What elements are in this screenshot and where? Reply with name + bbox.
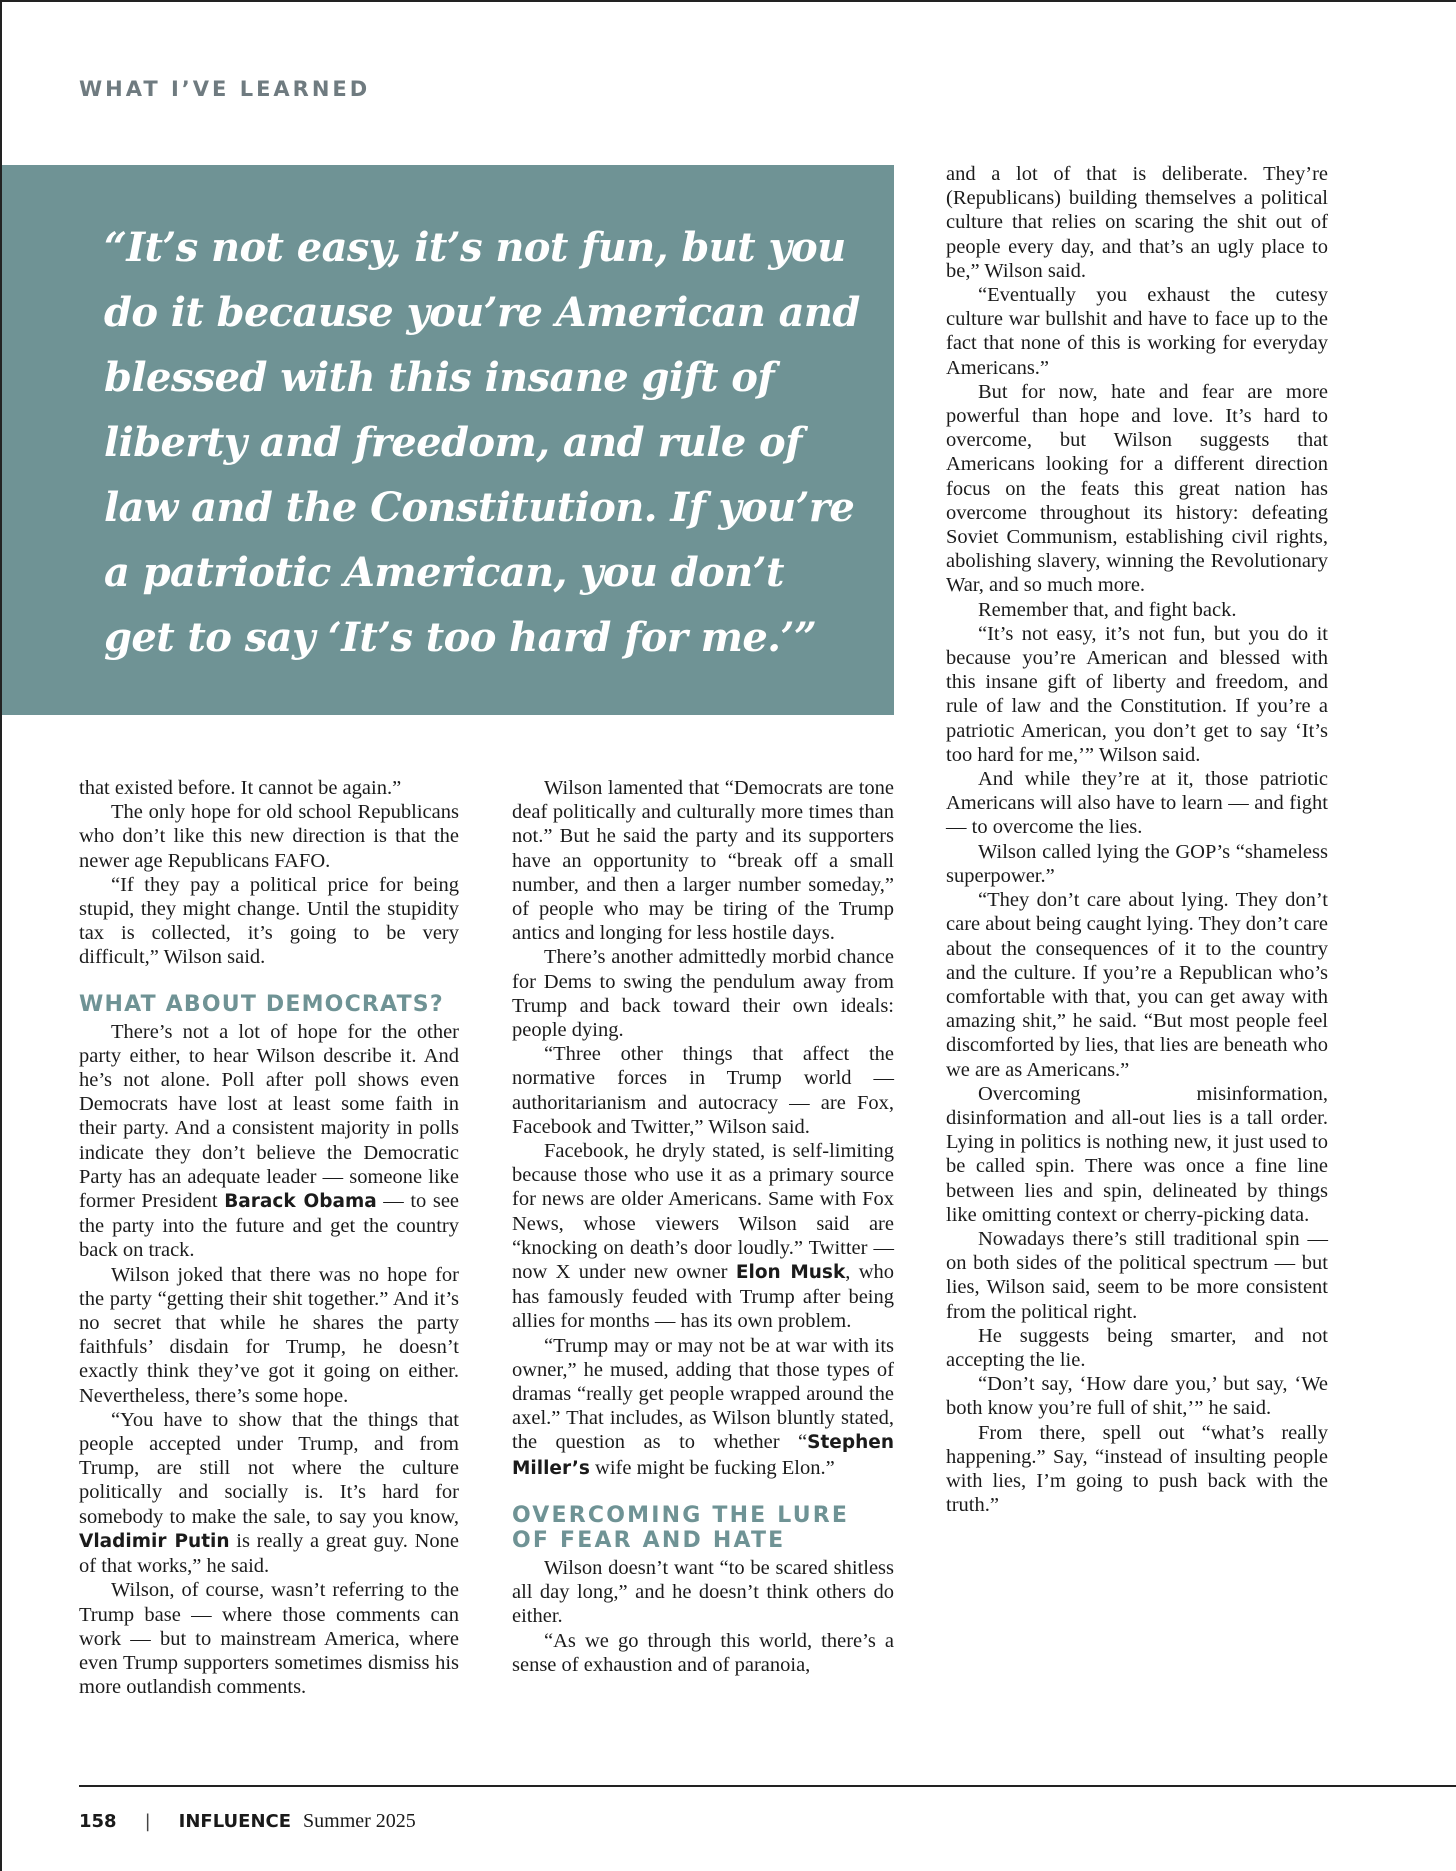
paragraph: Wilson, of course, wasn’t referring to the Trump base — where those comments can work — but to mainstream America, where even Trump supporters sometimes dismiss his more outlandish comments. (79, 1579, 459, 1699)
person-name: Barack Obama (224, 1191, 377, 1213)
page-footer (79, 1810, 416, 1833)
magazine-name: INFLUENCE (178, 1811, 292, 1832)
page-number: 158 (79, 1811, 117, 1832)
paragraph: “As we go through this world, there’s a sense of exhaustion and of paranoia, (512, 1629, 894, 1676)
paragraph: From there, spell out “what’s really happening.” Say, “instead of insulting people with lies, I’m going to push back with the truth.” (946, 1421, 1328, 1517)
paragraph: He suggests being smarter, and not accepting the lie. (946, 1324, 1328, 1371)
paragraph: “Three other things that affect the normative forces in Trump world — authoritarianism and autocracy — are Fox, Facebook and Twitter,” Wilson said. (512, 1043, 894, 1138)
paragraph: Nowadays there’s still traditional spin — on both sides of the political spectrum — but lies, Wilson said, seem to be more consistent from the political right. (946, 1227, 1328, 1323)
paragraph: Overcoming misinformation, disinformation and all-out lies is a tall order. Lying in politics is nothing new, it just used to be called spin. There was once a fine line between lies and spin, delineated by things like omitting context or cherry-picking data. (946, 1082, 1328, 1226)
paragraph: “They don’t care about lying. They don’t care about being caught lying. They don’t care about the consequences of it to the country and the culture. If you’re a Republican who’s comfortable with that, you can get away with amazing shit,” he said. “But most people feel discomforted by lies, that lies are beneath who we are as Americans.” (946, 889, 1328, 1081)
footer-rule (79, 1785, 1456, 1787)
column-3 (946, 162, 1328, 1517)
pullquote-box (2, 165, 894, 715)
paragraph: “Don’t say, ‘How dare you,’ but say, ‘We both know you’re full of shit,’” he said. (946, 1373, 1328, 1420)
paragraph: But for now, hate and fear are more powerful than hope and love. It’s hard to overcome, but Wilson suggests that Americans looking for a different direction focus on the feats this great nation has overcome throughout its history: defeating Soviet Communism, establishing civil rights, abolishing slavery, winning the Revolutionary War, and so much more. (946, 380, 1328, 597)
paragraph: There’s another admittedly morbid chance for Dems to swing the pendulum away from Trump and back toward their own ideals: people dying. (512, 946, 894, 1042)
paragraph: “If they pay a political price for being stupid, they might change. Until the stupidity tax is collected, it’s going to be very difficult,” Wilson said. (79, 873, 459, 969)
paragraph: that existed before. It cannot be again.” (79, 777, 402, 799)
subheading-fear-and-hate: OVERCOMING THE LURE OF FEAR AND HATE (512, 1502, 850, 1553)
paragraph: Wilson called lying the GOP’s “shameless superpower.” (946, 840, 1328, 887)
paragraph: and a lot of that is deliberate. They’re (Republicans) building themselves a political culture that relies on scaring the shit out of people every day, and that’s an ugly place to be,” Wilson said. (946, 163, 1328, 282)
paragraph: Wilson joked that there was no hope for the party “getting their shit together.” And it’s no secret that while he shares the party faithfuls’ disdain for Trump, he doesn’t exactly think they’ve got it going on either. Nevertheless, there’s some hope. (79, 1263, 459, 1407)
issue-date: Summer 2025 (303, 1810, 416, 1832)
paragraph: “Eventually you exhaust the cutesy culture war bullshit and have to face up to the fact that none of this is working for everyday Americans.” (946, 284, 1328, 379)
paragraph: And while they’re at it, those patriotic Americans will also have to learn — and fight — to overcome the lies. (946, 768, 1328, 839)
column-2 (512, 776, 894, 1677)
paragraph: “You have to show that the things that people accepted under Trump, and from Trump, are still not where the culture politically and socially is. It’s hard for somebody to make the sale, to say you know, Vladimir Putin is really a great guy. None of that works,” he said. (79, 1408, 460, 1578)
paragraph: Wilson doesn’t want “to be scared shitless all day long,” and he doesn’t think others do either. (512, 1556, 894, 1628)
top-rule (0, 0, 1456, 2)
footer-separator: | (144, 1811, 151, 1832)
paragraph: Wilson lamented that “Democrats are tone deaf politically and culturally more times than not.” But he said the party and its supporters have an opportunity to “break off a small number, and then a larger number someday,” of people who may be tiring of the Trump antics and longing for less hostile days. (512, 777, 894, 945)
subheading-democrats: WHAT ABOUT DEMOCRATS? (79, 991, 444, 1017)
paragraph: “It’s not easy, it’s not fun, but you do it because you’re American and blessed with this insane gift of liberty and freedom, and rule of law and the Constitution. If you’re a patriotic American, you don’t get to say ‘It’s too hard for me,’” Wilson said. (946, 622, 1328, 766)
paragraph: Facebook, he dryly stated, is self-limiting because those who use it as a primary source for news are older Americans. Same with Fox News, whose viewers Wilson said are “knocking on death’s door loudly.” Twitter — now X under new owner Elon Musk, who has famously feuded with Trump after being allies for months — has its own problem. (512, 1140, 895, 1333)
paragraph: There’s not a lot of hope for the other party either, to hear Wilson describe it. And he’s not alone. Poll after poll shows even Democrats have lost at least some faith in their party. And a consistent majority in polls indicate they don’t believe the Democratic Party has an adequate leader — someone like former President Barack Obama — to see the party into the future and get the country back on track. (79, 1020, 460, 1262)
person-name: Vladimir Putin (79, 1530, 230, 1552)
person-name: Elon Musk (735, 1262, 846, 1284)
paragraph: “Trump may or may not be at war with its owner,” he mused, adding that those types of dramas “really get people wrapped around the axel.” That includes, as Wilson bluntly stated, the question as to whether “Stephen Miller’s wife might be fucking Elon.” (512, 1334, 894, 1479)
column-1 (79, 776, 459, 1699)
section-label: WHAT I’VE LEARNED (79, 77, 371, 101)
pullquote-text: “It’s not easy, it’s not fun, but you do it because you’re American and blessed with this insane gift of liberty and freedom, and rule of law and the Constitution. If you’re a patriotic American, you don’t get to say ‘It’s too hard for me.’” (104, 224, 860, 661)
person-name: Stephen Miller’s (512, 1432, 894, 1479)
paragraph: Remember that, and fight back. (978, 598, 1237, 621)
paragraph: The only hope for old school Republicans who don’t like this new direction is that the newer age Republicans FAFO. (79, 801, 459, 872)
